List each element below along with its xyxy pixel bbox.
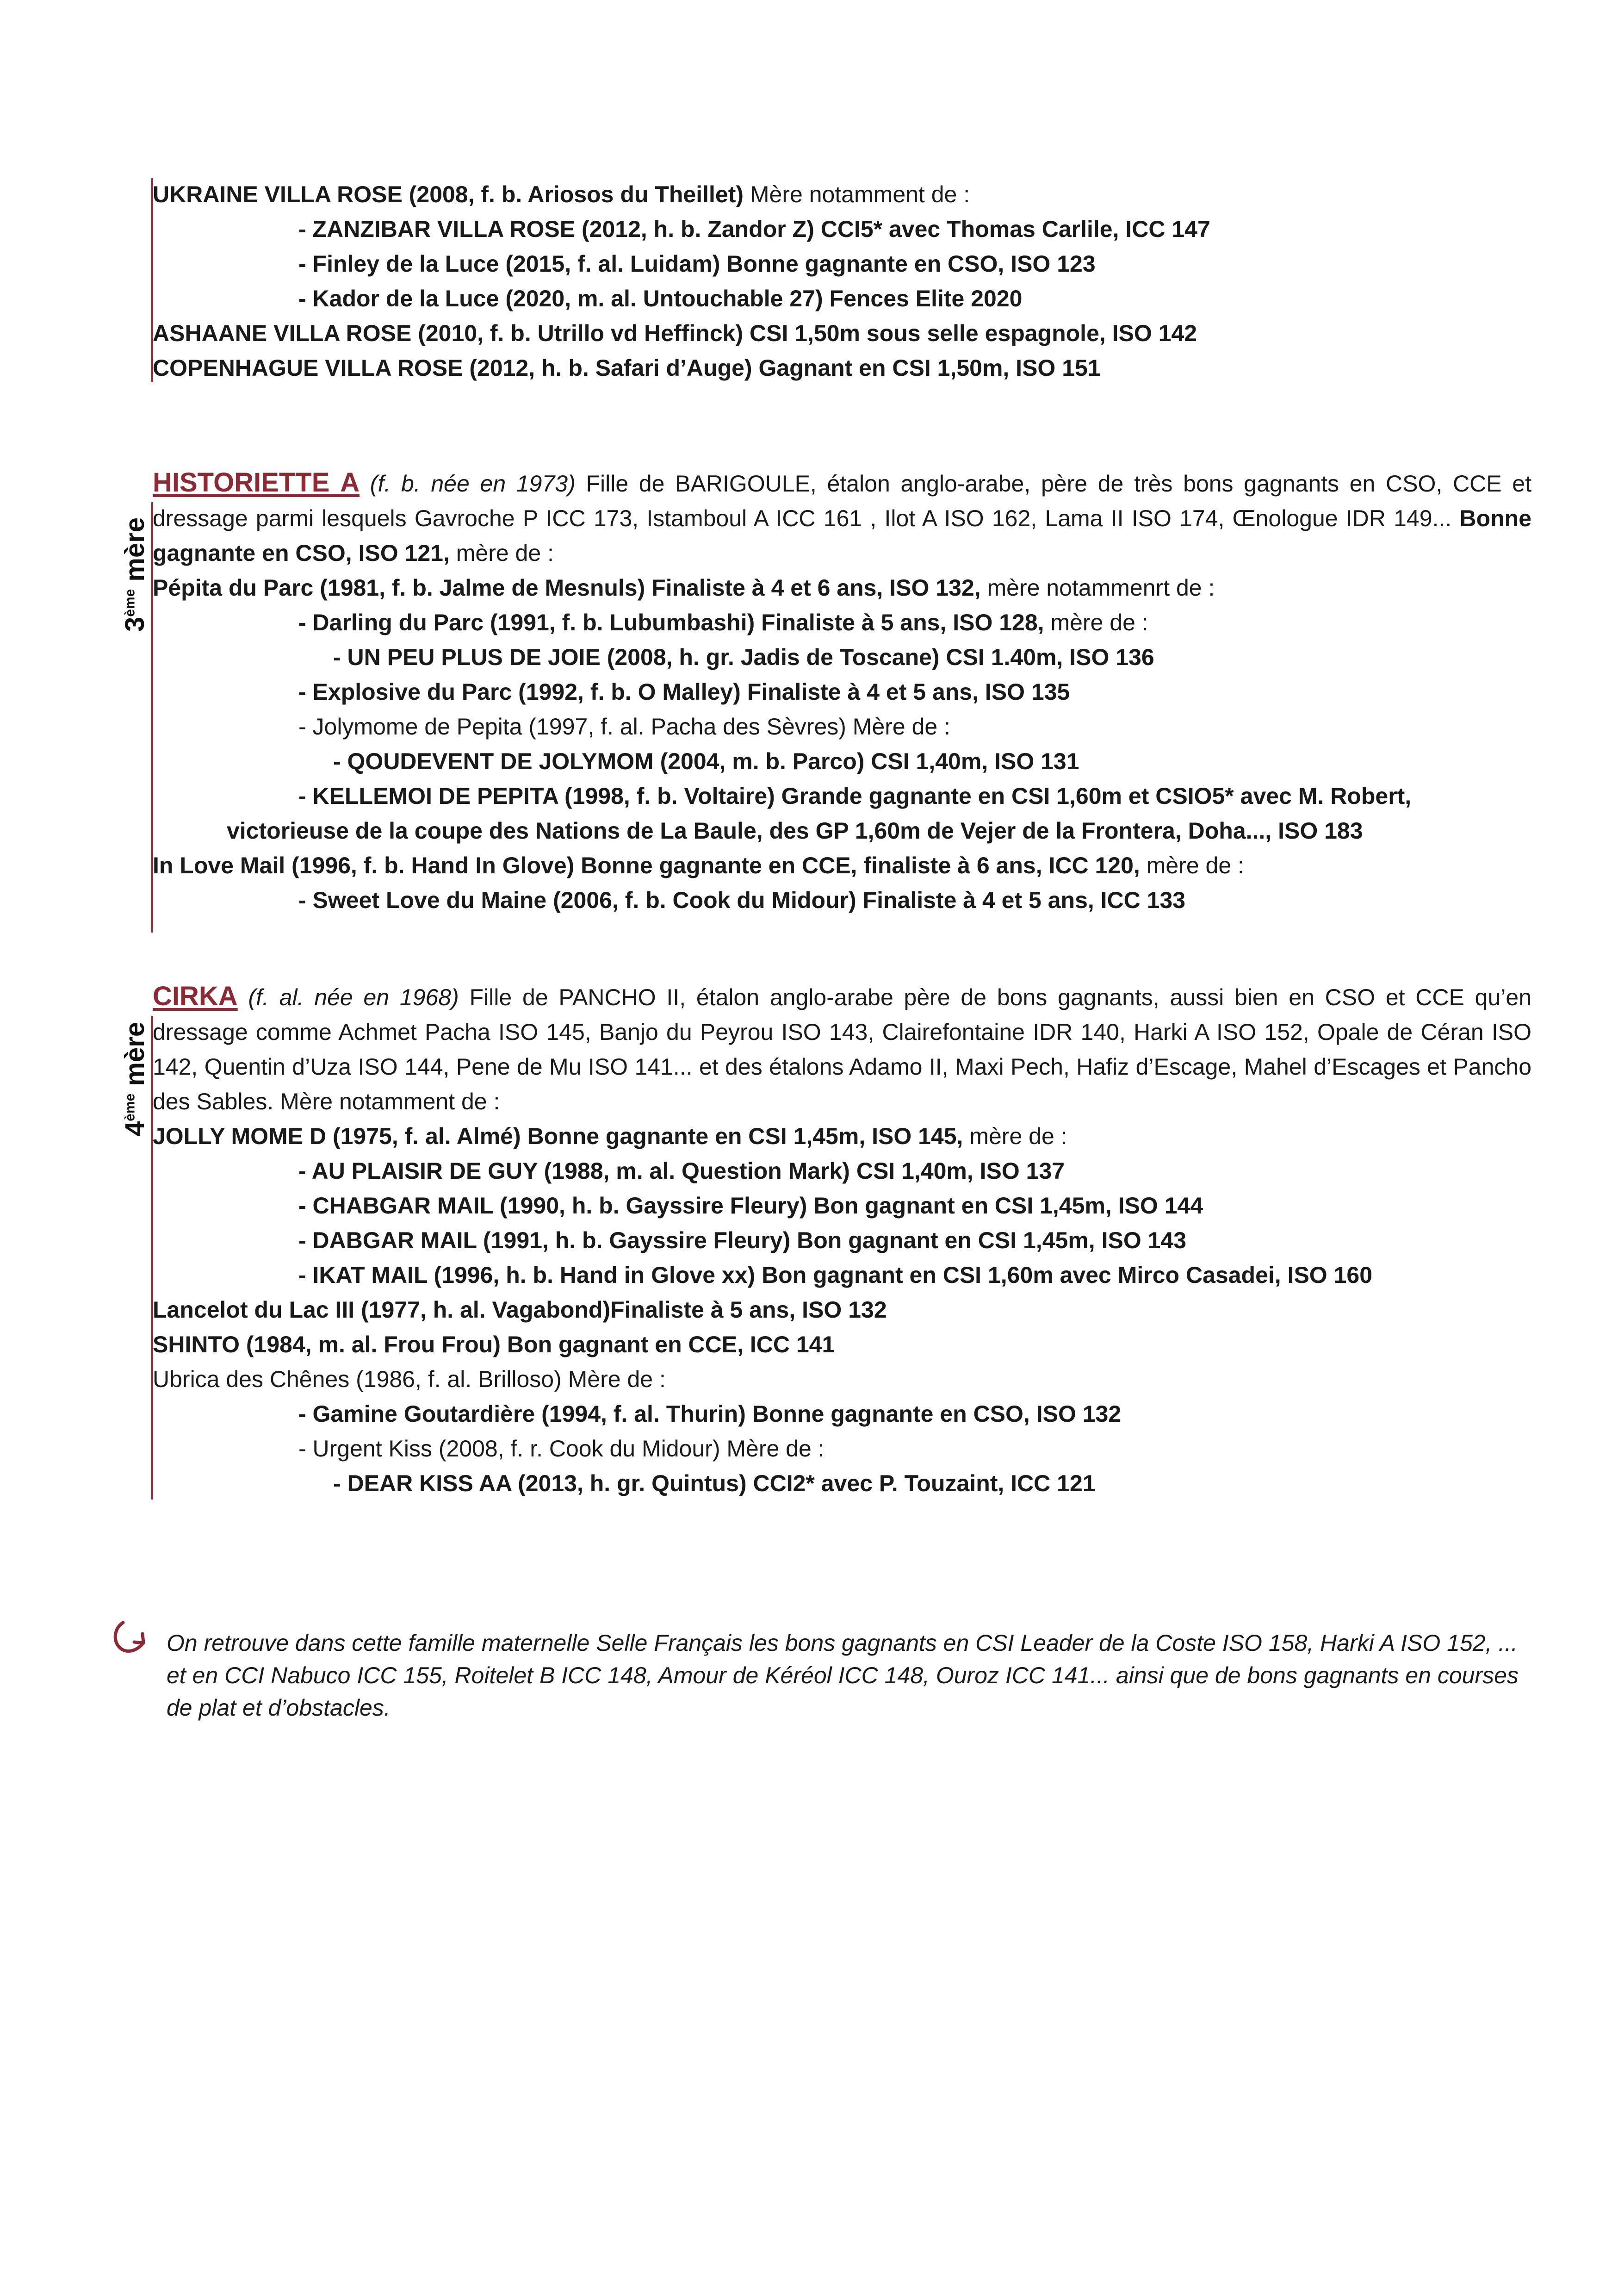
third-line-4: - Explosive du Parc (1992, f. b. O Malley) Finaliste à 4 et 5 ans, ISO 135 bbox=[298, 679, 1070, 705]
third-mother-block bbox=[153, 465, 1531, 918]
top-line-3: - Finley de la Luce (2015, f. al. Luidam) Bonne gagnante en CSO, ISO 123 bbox=[298, 251, 1096, 277]
fourth-line-10: - Urgent Kiss (2008, f. r. Cook du Midour) Mère de : bbox=[298, 1436, 824, 1462]
third-line-8: victorieuse de la coupe des Nations de La Baule, des GP 1,60m de Vejer de la Frontera, Doha..., ISO 183 bbox=[227, 818, 1363, 844]
third-mother-label: 3ème mère bbox=[120, 517, 150, 632]
fourth-line-8: Ubrica des Chênes (1986, f. al. Brilloso) Mère de : bbox=[153, 1366, 666, 1392]
third-line-5: - Jolymome de Pepita (1997, f. al. Pacha des Sèvres) Mère de : bbox=[298, 714, 951, 740]
third-line-9: In Love Mail (1996, f. b. Hand In Glove) Bonne gagnante en CCE, finaliste à 6 ans, ICC 120, mère de : bbox=[153, 852, 1244, 878]
fourth-mother-block bbox=[153, 979, 1531, 1501]
third-mother-name: HISTORIETTE A bbox=[153, 467, 360, 498]
third-line-3: - UN PEU PLUS DE JOIE (2008, h. gr. Jadis de Toscane) CSI 1.40m, ISO 136 bbox=[333, 644, 1154, 670]
fourth-line-11: - DEAR KISS AA (2013, h. gr. Quintus) CCI2* avec P. Touzaint, ICC 121 bbox=[333, 1470, 1096, 1496]
fourth-line-7: SHINTO (1984, m. al. Frou Frou) Bon gagnant en CCE, ICC 141 bbox=[153, 1332, 835, 1357]
fourth-line-9: - Gamine Goutardière (1994, f. al. Thurin) Bonne gagnante en CSO, ISO 132 bbox=[298, 1401, 1122, 1427]
fourth-line-5: - IKAT MAIL (1996, h. b. Hand in Glove xx) Bon gagnant en CSI 1,60m avec Mirco Casadei, ISO 160 bbox=[298, 1262, 1372, 1288]
fourth-line-6: Lancelot du Lac III (1977, h. al. Vagabond)Finaliste à 5 ans, ISO 132 bbox=[153, 1297, 887, 1323]
top-line-1: UKRAINE VILLA ROSE (2008, f. b. Ariosos du Theillet) Mère notamment de : bbox=[153, 181, 970, 207]
third-line-6: - QOUDEVENT DE JOLYMOM (2004, m. b. Parco) CSI 1,40m, ISO 131 bbox=[333, 748, 1079, 774]
fourth-line-4: - DABGAR MAIL (1991, h. b. Gayssire Fleury) Bon gagnant en CSI 1,45m, ISO 143 bbox=[298, 1227, 1187, 1253]
top-block bbox=[153, 177, 1531, 386]
third-line-1: Pépita du Parc (1981, f. b. Jalme de Mesnuls) Finaliste à 4 et 6 ans, ISO 132, mère notammenrt de : bbox=[153, 575, 1215, 601]
fourth-line-1: JOLLY MOME D (1975, f. al. Almé) Bonne gagnante en CSI 1,45m, ISO 145, mère de : bbox=[153, 1123, 1067, 1149]
third-line-10: - Sweet Love du Maine (2006, f. b. Cook du Midour) Finaliste à 4 et 5 ans, ICC 133 bbox=[298, 887, 1186, 913]
fourth-line-2: - AU PLAISIR DE GUY (1988, m. al. Question Mark) CSI 1,40m, ISO 137 bbox=[298, 1158, 1065, 1184]
top-line-2: - ZANZIBAR VILLA ROSE (2012, h. b. Zandor Z) CCI5* avec Thomas Carlile, ICC 147 bbox=[298, 216, 1210, 242]
fourth-mother-name: CIRKA bbox=[153, 981, 238, 1011]
third-line-7: - KELLEMOI DE PEPITA (1998, f. b. Voltaire) Grande gagnante en CSI 1,60m et CSIO5* avec M. Robert, bbox=[298, 783, 1412, 809]
top-line-4: - Kador de la Luce (2020, m. al. Untouchable 27) Fences Elite 2020 bbox=[298, 286, 1023, 311]
return-arrow-icon bbox=[110, 1620, 152, 1657]
fourth-mother-label: 4ème mère bbox=[120, 1021, 150, 1136]
third-mother-intro: HISTORIETTE A (f. b. née en 1973) Fille de BARIGOULE, étalon anglo-arabe, père de très bons gagnants en CSO, CCE et dressage parmi lesquels Gavroche P ICC 173, Istamboul A ICC 161 , Ilot A ISO 162, Lama II ISO 174, Œnologue IDR 149... Bonne gagnante en CSO, ISO 121, mère de : bbox=[153, 467, 1532, 566]
top-line-5: ASHAANE VILLA ROSE (2010, f. b. Utrillo vd Heffinck) CSI 1,50m sous selle espagnole, ISO 142 bbox=[153, 320, 1197, 346]
fourth-mother-intro: CIRKA (f. al. née en 1968) Fille de PANCHO II, étalon anglo-arabe père de bons gagnants, aussi bien en CSO et CCE qu’en dressage comme Achmet Pacha ISO 145, Banjo du Peyrou ISO 143, Clairefontaine IDR 140, Harki A ISO 152, Opale de Céran ISO 142, Quentin d’Uza ISO 144, Pene de Mu ISO 141... et des étalons Adamo II, Maxi Pech, Hafiz d’Escage, Mahel d’Escages et Pancho des Sables. Mère notamment de : bbox=[153, 981, 1531, 1114]
third-line-2: - Darling du Parc (1991, f. b. Lubumbashi) Finaliste à 5 ans, ISO 128, mère de : bbox=[298, 610, 1148, 635]
fourth-line-3: - CHABGAR MAIL (1990, h. b. Gayssire Fleury) Bon gagnant en CSI 1,45m, ISO 144 bbox=[298, 1193, 1203, 1219]
family-note: On retrouve dans cette famille maternelle Selle Français les bons gagnants en CSI Leader de la Coste ISO 158, Harki A ISO 152, ... et en CCI Nabuco ICC 155, Roitelet B ICC 148, Amour de Kéréol ICC 148, Ouroz ICC 141... ainsi que de bons gagnants en courses de plat et d’obstacles. bbox=[167, 1630, 1519, 1721]
top-line-6: COPENHAGUE VILLA ROSE (2012, h. b. Safari d’Auge) Gagnant en CSI 1,50m, ISO 151 bbox=[153, 355, 1101, 381]
